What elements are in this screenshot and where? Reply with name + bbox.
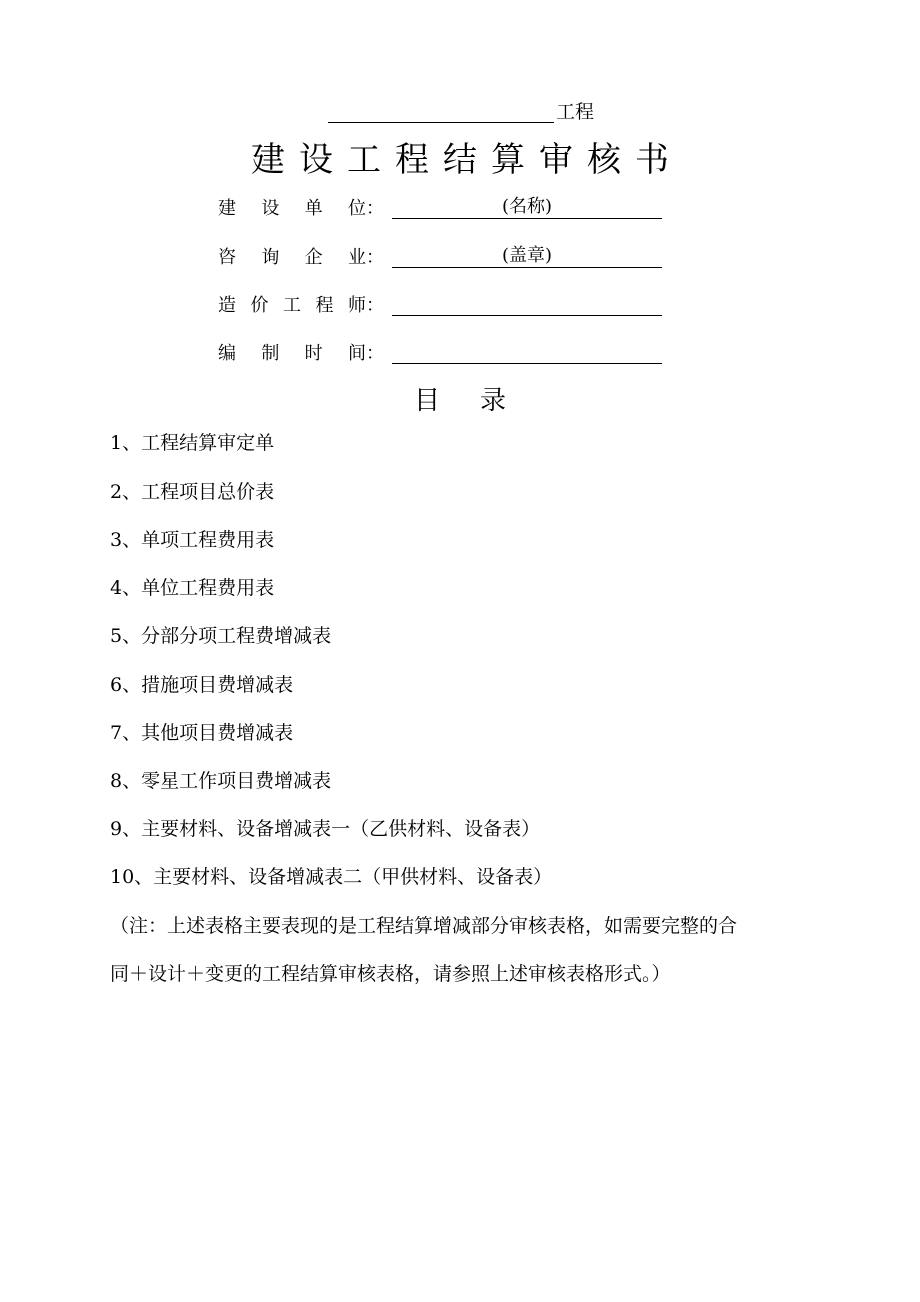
project-suffix: 工程 xyxy=(556,101,595,123)
toc-item: 10、主要材料、设备增减表二（甲供材料、设备表） xyxy=(110,866,553,888)
toc-item: 9、主要材料、设备增减表一（乙供材料、设备表） xyxy=(110,818,541,840)
document-title: 建设工程结算审核书 xyxy=(251,140,683,180)
toc-item: 6、措施项目费增减表 xyxy=(110,674,294,696)
toc-item: 8、零星工作项目费增减表 xyxy=(110,770,332,792)
field-label-consulting-firm: 咨询企业： xyxy=(218,247,384,268)
toc-item: 7、其他项目费增减表 xyxy=(110,722,294,744)
note-line-2: 同＋设计＋变更的工程结算审核表格，请参照上述审核表格形式。） xyxy=(110,963,671,985)
toc-item: 5、分部分项工程费增减表 xyxy=(110,625,332,647)
field-label-compile-date: 编制时间： xyxy=(218,343,384,364)
toc-item: 2、工程项目总价表 xyxy=(110,481,275,503)
toc-title: 目录 xyxy=(413,386,546,416)
field-line-cost-engineer xyxy=(392,293,662,316)
toc-item: 1、工程结算审定单 xyxy=(110,432,275,454)
field-line-consulting-firm xyxy=(392,245,662,268)
field-label-cost-engineer: 造价工程师： xyxy=(218,295,384,316)
field-line-compile-date xyxy=(392,341,662,364)
field-line-construction-unit xyxy=(392,196,662,219)
toc-item: 3、单项工程费用表 xyxy=(110,529,275,551)
field-label-construction-unit: 建设单位： xyxy=(218,198,384,219)
project-name-blank[interactable] xyxy=(328,100,554,123)
note-line-1: （注：上述表格主要表现的是工程结算增减部分审核表格，如需要完整的合 xyxy=(110,915,738,937)
toc-item: 4、单位工程费用表 xyxy=(110,577,275,599)
field-value-consulting-firm[interactable]: (盖章) xyxy=(501,245,553,266)
field-value-construction-unit[interactable]: (名称) xyxy=(501,196,553,217)
